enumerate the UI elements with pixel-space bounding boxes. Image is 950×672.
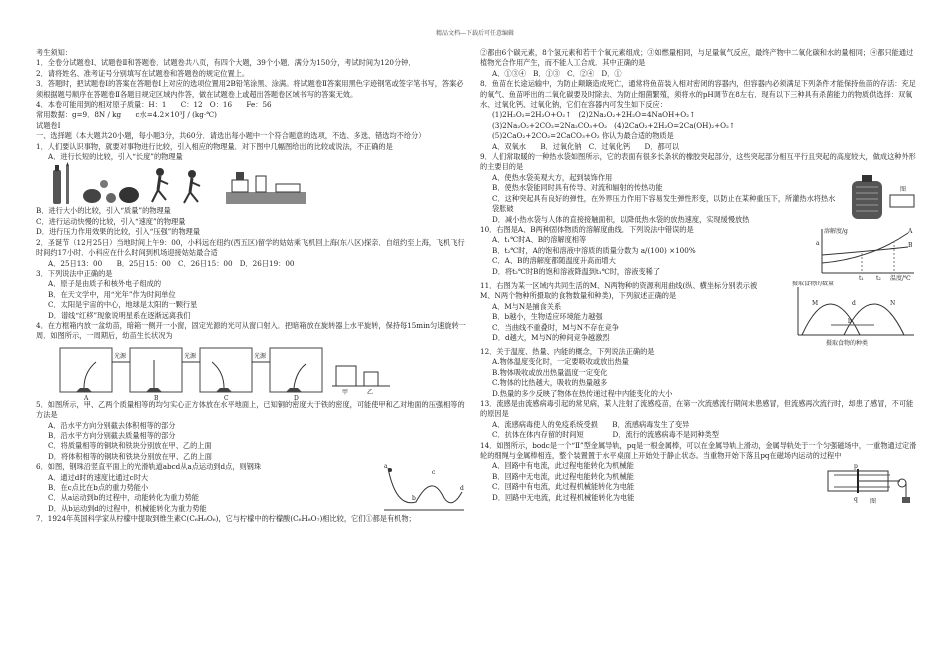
q1-option-a: A．进行长短的比较，引入“长度”的物理量 <box>48 152 183 162</box>
t1-label: t₁ <box>859 274 864 281</box>
res-ylabel: 摄取食物的数量 <box>792 280 835 287</box>
q9-option-a: A．使热水袋美观大方，起到装饰作用 <box>492 172 613 182</box>
opt-c: C <box>224 394 229 400</box>
section-title: 试题卷Ⅰ <box>36 120 61 130</box>
notice-title: 考生须知： <box>36 48 72 57</box>
resource-curve-figure <box>790 281 920 347</box>
light-label-2: 光源 <box>184 352 197 360</box>
q10-option-b: B．t₂℃时，A的饱和溶液中溶质的质量分数为 a/(100) ×100% <box>492 245 696 255</box>
q9-option-c: C．这种突起具有良好的弹性，在外界压力作用下容易发生弹性形变，以防止在某种重压下，所灌热水将热水袋胀破 <box>492 193 836 214</box>
q11-option-c: C．当曲线不重叠时，M与N不存在竞争 <box>492 322 619 332</box>
cubes-figure <box>332 342 392 400</box>
q5-option-b: B．沿水平方向分别截去质量相等的部分 <box>48 430 176 440</box>
rail-figure <box>820 461 920 505</box>
q3-stem: 3．下列说法中正确的是 <box>36 268 113 278</box>
rail-p: p <box>854 463 858 471</box>
q7-continued: ②都由6个碳元素，8个氢元素和若干个氧元素组成；③如燃量相同，与足量氧气反应，最终产物中二氧化碳和水的量相同；④都只能通过植物光合作用产生，而不能人工合成．其中正确的是 <box>480 48 914 68</box>
track-figure <box>382 462 466 514</box>
q8-options: A．双氧水 B．过氧化钠 C．过氧化钙 D．都可以 <box>492 141 680 151</box>
light-label-3: 光源 <box>254 352 267 360</box>
q3-option-a: A．原子是由质子和核外电子组成的 <box>48 279 162 289</box>
left-column <box>36 48 466 525</box>
q8-eq2: (3)2Na₂O₂+2CO₂=2Na₂CO₃+O₂ (4)2CaO₂+2H₂O=2Ca(OH)₂+O₂↑ <box>492 120 735 130</box>
q4-stem: 4．在方框箱内放一盆幼苗，暗箱一侧开一小窗，固定光源的光可从窗口射入．把暗箱放在旋转器上水平旋转，保持每15min匀速旋转一周．如图所示，一周期后，幼苗生长状况为 <box>36 320 466 341</box>
section-instruction: 一、选择题（本大题共20小题，每小题3分，共60分．请选出每小题中一个符合题意的选项，不选、多选、错选均不给分） <box>36 131 426 141</box>
opt-b: B <box>154 394 159 400</box>
sol-ylabel: 溶解度/g <box>824 227 848 235</box>
notice-2: 2．请将姓名、准考证号分别填写在试题卷和答题卷的规定位置上。 <box>36 68 250 78</box>
curve-a: A <box>908 227 913 235</box>
q14-option-b: B．回路中无电流，此过程电能转化为机械能 <box>492 471 634 481</box>
q7-options: A．①③④ B．①③ C．②④ D．① <box>492 68 622 78</box>
q2-options: A．25日13：00 B．25日15：00 C．26日15：00 D．26日19：00 <box>48 258 295 268</box>
res-m: M <box>812 299 819 307</box>
q1-option-c: C．进行运动快慢的比较，引入“速度”的物理量 <box>36 216 186 226</box>
track-c: c <box>432 469 436 477</box>
q13-options-cd: C．抗体在体内存留的时间短 D．流行的流感病毒不是同种类型 <box>492 430 719 440</box>
res-n: N <box>890 299 896 307</box>
q6-option-c: C．从a运动到b的过程中，动能转化为重力势能 <box>48 493 199 503</box>
rail-q: q <box>854 496 858 504</box>
q3-option-b: B．在天文学中，用“光年”作为时间单位 <box>48 289 176 299</box>
sol-xlabel: 温度/℃ <box>890 274 911 281</box>
q11-option-d: D．d越大，M与N的种间竞争越激烈 <box>492 332 610 342</box>
q14-option-d: D．回路中无电流，此过程机械能转化为电能 <box>492 492 635 502</box>
runners-figure <box>146 162 220 206</box>
q11-stem: 11．右图为某一区域内共同生活的M、N两物种的资源利用曲线(纵、横坐标分别表示被M、N两个物种所摄取的食物数量和种类)，下列叙述正确的是 <box>480 280 758 301</box>
q6-option-b: B．在c点比在b点的重力势能小 <box>48 483 149 492</box>
bottle-pencil-figure <box>50 162 76 206</box>
solubility-figure <box>810 225 920 281</box>
track-d: d <box>460 485 464 493</box>
opt-a: A <box>84 394 89 400</box>
q1-option-d: D．进行压力作用效果的比较，引入“压强”的物理量 <box>36 227 201 237</box>
q12-option-b: B.物体吸收或放出热量温度一定变化 <box>492 367 608 377</box>
track-b: b <box>412 495 416 503</box>
q4-figures <box>36 342 466 400</box>
q12-option-a: A.物体温度变化时，一定要吸收或放出热量 <box>492 357 629 367</box>
fruits-figure <box>80 162 142 206</box>
page-header: 精品文档---下载后可任意编辑 <box>435 30 515 37</box>
q13-options-ab: A．流感病毒使人的免疫系统受损 B．流感病毒发生了变异 <box>492 419 690 429</box>
q10-option-d: D．将t₂℃时B的饱和溶液降温到t₁℃时，溶液变稀了 <box>492 266 661 276</box>
q12-option-c: C.物体的比热越大，吸收的热量越多 <box>492 378 608 388</box>
q6-option-a: A．通过d时的速度比通过c时大 <box>48 472 149 482</box>
q11-option-a: A．M与N是捕食关系 <box>492 301 562 311</box>
cube-yi: 乙 <box>367 388 374 396</box>
q5-option-d: D．将体积相等的铜块和铁块分别放在甲、乙的上面 <box>48 451 212 461</box>
q10-option-a: A．t₁℃时A、B的溶解度相等 <box>492 235 587 245</box>
notice-1: 1．全卷分试题卷Ⅰ、试题卷Ⅱ和答题卷．试题卷共八页，有四个大题，39个小题．满分为150分，考试时间为120分钟． <box>36 58 416 68</box>
q3-option-d: D．谱线“红移”现象说明星系在逐渐远离我们 <box>48 310 191 320</box>
q9-option-d: D．减小热水袋与人体的直接接触面积，以降低热水袋的放热速度，实现缓慢放热 <box>492 214 750 224</box>
track-a: a <box>384 463 388 471</box>
notice-5: 常用数据：g=9．8N / kg c水=4.2×10³J / (kg·℃) <box>36 110 217 120</box>
q6-stem: 6．如图，钢珠沿竖直平面上的光滑轨道abcd从a点运动到d点，则钢珠 <box>36 462 262 472</box>
q10-stem: 10．右图是A、B两种固体物质的溶解度曲线．下列说法中错误的是 <box>480 224 694 234</box>
bag-fig-label: 图 <box>900 185 907 193</box>
notice-4: 4．本卷可能用到的相对原子质量：H：1 C：12 O：16 Fe：56 <box>36 100 272 110</box>
q1-option-b: B．进行大小的比较，引入“质量”的物理量 <box>36 206 171 216</box>
seedling-boxes-figure <box>56 342 326 400</box>
light-label-1: 光源 <box>114 352 127 360</box>
q8-eq3: (5)2CaO₂+2CO₂=2CaCO₃+O₂ 你认为最合适的物质是 <box>492 131 674 141</box>
q3-option-c: C．太阳是宇宙的中心，地球是太阳的一颗行星 <box>48 300 198 310</box>
q2-stem: 2．圣诞节（12月25日）当地时间上午9：00，小科远在纽约(西五区)留学的姑姑乘飞机回上海(东八区)探亲．自纽约至上海，飞机飞行时间约17小时．小科应在什么时间到机场迎接姑姑最合适 <box>36 237 465 258</box>
rail-label: 图 <box>870 498 877 506</box>
q7-stem: 7．1924年英国科学家从柠檬中提取到维生素C(C₆H₈O₆)，它与柠檬中的柠檬酸(C₆H₈O₇)相比较，它们①都是有机物； <box>36 514 416 524</box>
t2-label: t₂ <box>876 274 881 281</box>
q8-eq1: (1)2H₂O₂=2H₂O+O₂↑ (2)2Na₂O₂+2H₂O=4NaOH+O₂↑ <box>492 110 696 120</box>
q8-stem: 8．鱼苗在长途运输中，为防止颠簸造成死亡，通常将鱼苗装入相对密闭的容器内，但容器内必须满足下列条件才能保持鱼苗的存活：充足的氧气、鱼苗呼出的二氧化碳要及时除去、为防止细菌繁殖，须将水的pH调节在8左右．现有以下三种具有杀菌能力的物质供选择：双氧水、过氧化钙、过氧化钠，它们在容器内可发生如下反应： <box>480 79 916 110</box>
q12-option-d: D.热量的多少反映了物体在热传递过程中内能变化的大小 <box>492 388 673 398</box>
notice-3: 3．答题时，把试题卷Ⅰ的答案在答题卷Ⅰ上对应的选项位置用2B铅笔涂黑、涂满。将试题卷Ⅱ答案用黑色字迹钢笔或签字笔书写，答案必须根据题号顺序在答题卷Ⅱ各题目规定区域内作答，做在试题卷上或超出答题卷区域书写的答案无效。 <box>36 79 464 99</box>
q5-stem: 5．如图所示，甲、乙两个质量相等的均匀实心正方体放在水平地面上，已知铜的密度大于铁的密度，可能使甲和乙对地面的压强相等的方法是 <box>36 399 465 420</box>
res-xlabel: 摄取食物的种类 <box>826 339 869 347</box>
q12-stem: 12．关于温度、热量、内能的概念，下列说法正确的是 <box>480 346 655 356</box>
curve-b: B <box>908 241 913 249</box>
q14-option-a: A．回路中有电流，此过程电能转化为机械能 <box>492 461 634 471</box>
q13-stem: 13．流感是由流感病毒引起的常见病，某人注射了流感疫苗，在第一次流感流行期间未患感冒，但流感再次流行时，却患了感冒，不可能的原因是 <box>480 398 914 419</box>
pressure-figure <box>224 162 308 206</box>
q9-stem: 9．人们常取暖的一种热水袋如图所示，它的表面有很多长条状的橡胶突起部分，这些突起部分相互平行且突起的高度较大，做成这种外形的主要目的是 <box>480 152 916 172</box>
cube-jia: 甲 <box>342 388 349 396</box>
q1-stem: 1．人们要认识事物，就要对事物进行比较，引入相应的物理量．对下图中几幅图给出的比较或说法，不正确的是 <box>36 141 393 151</box>
res-b: b <box>848 317 852 325</box>
q1-figures <box>36 162 466 206</box>
q9-option-b: B．使热水袋能同时具有传导、对流和辐射的传热功能 <box>492 183 663 193</box>
q6-option-d: D．从b运动到d的过程中，机械能转化为重力势能 <box>48 503 207 513</box>
q5-option-a: A．沿水平方向分别截去体积相等的部分 <box>48 420 176 430</box>
q11-option-b: B．b越小，生物适应环境能力越强 <box>492 312 603 322</box>
opt-d: D <box>294 394 299 400</box>
q14-stem: 14．如图所示，bodc是一个“Ⅱ”型金属导轨，pq是一根金属棒，可以在金属导轨上滑动，金属导轨处于一个匀强磁场中，一重物通过定滑轮的细绳与金属棒相连，整个装置置于水平桌面上开始处于静止状态。当重物开始下落且pq在磁场内运动的过程中 <box>480 440 917 460</box>
q10-option-c: C．A、B的溶解度都随温度升高而增大 <box>492 256 616 266</box>
res-d: d <box>852 299 856 307</box>
hot-water-bag-figure <box>846 173 920 225</box>
q5-option-c: C．将质量相等的铜块和铁块分别放在甲、乙的上面 <box>48 441 212 451</box>
q14-option-c: C．回路中有电流，此过程机械能转化为电能 <box>492 482 635 492</box>
right-column <box>480 48 920 505</box>
a-label: a <box>816 239 820 247</box>
